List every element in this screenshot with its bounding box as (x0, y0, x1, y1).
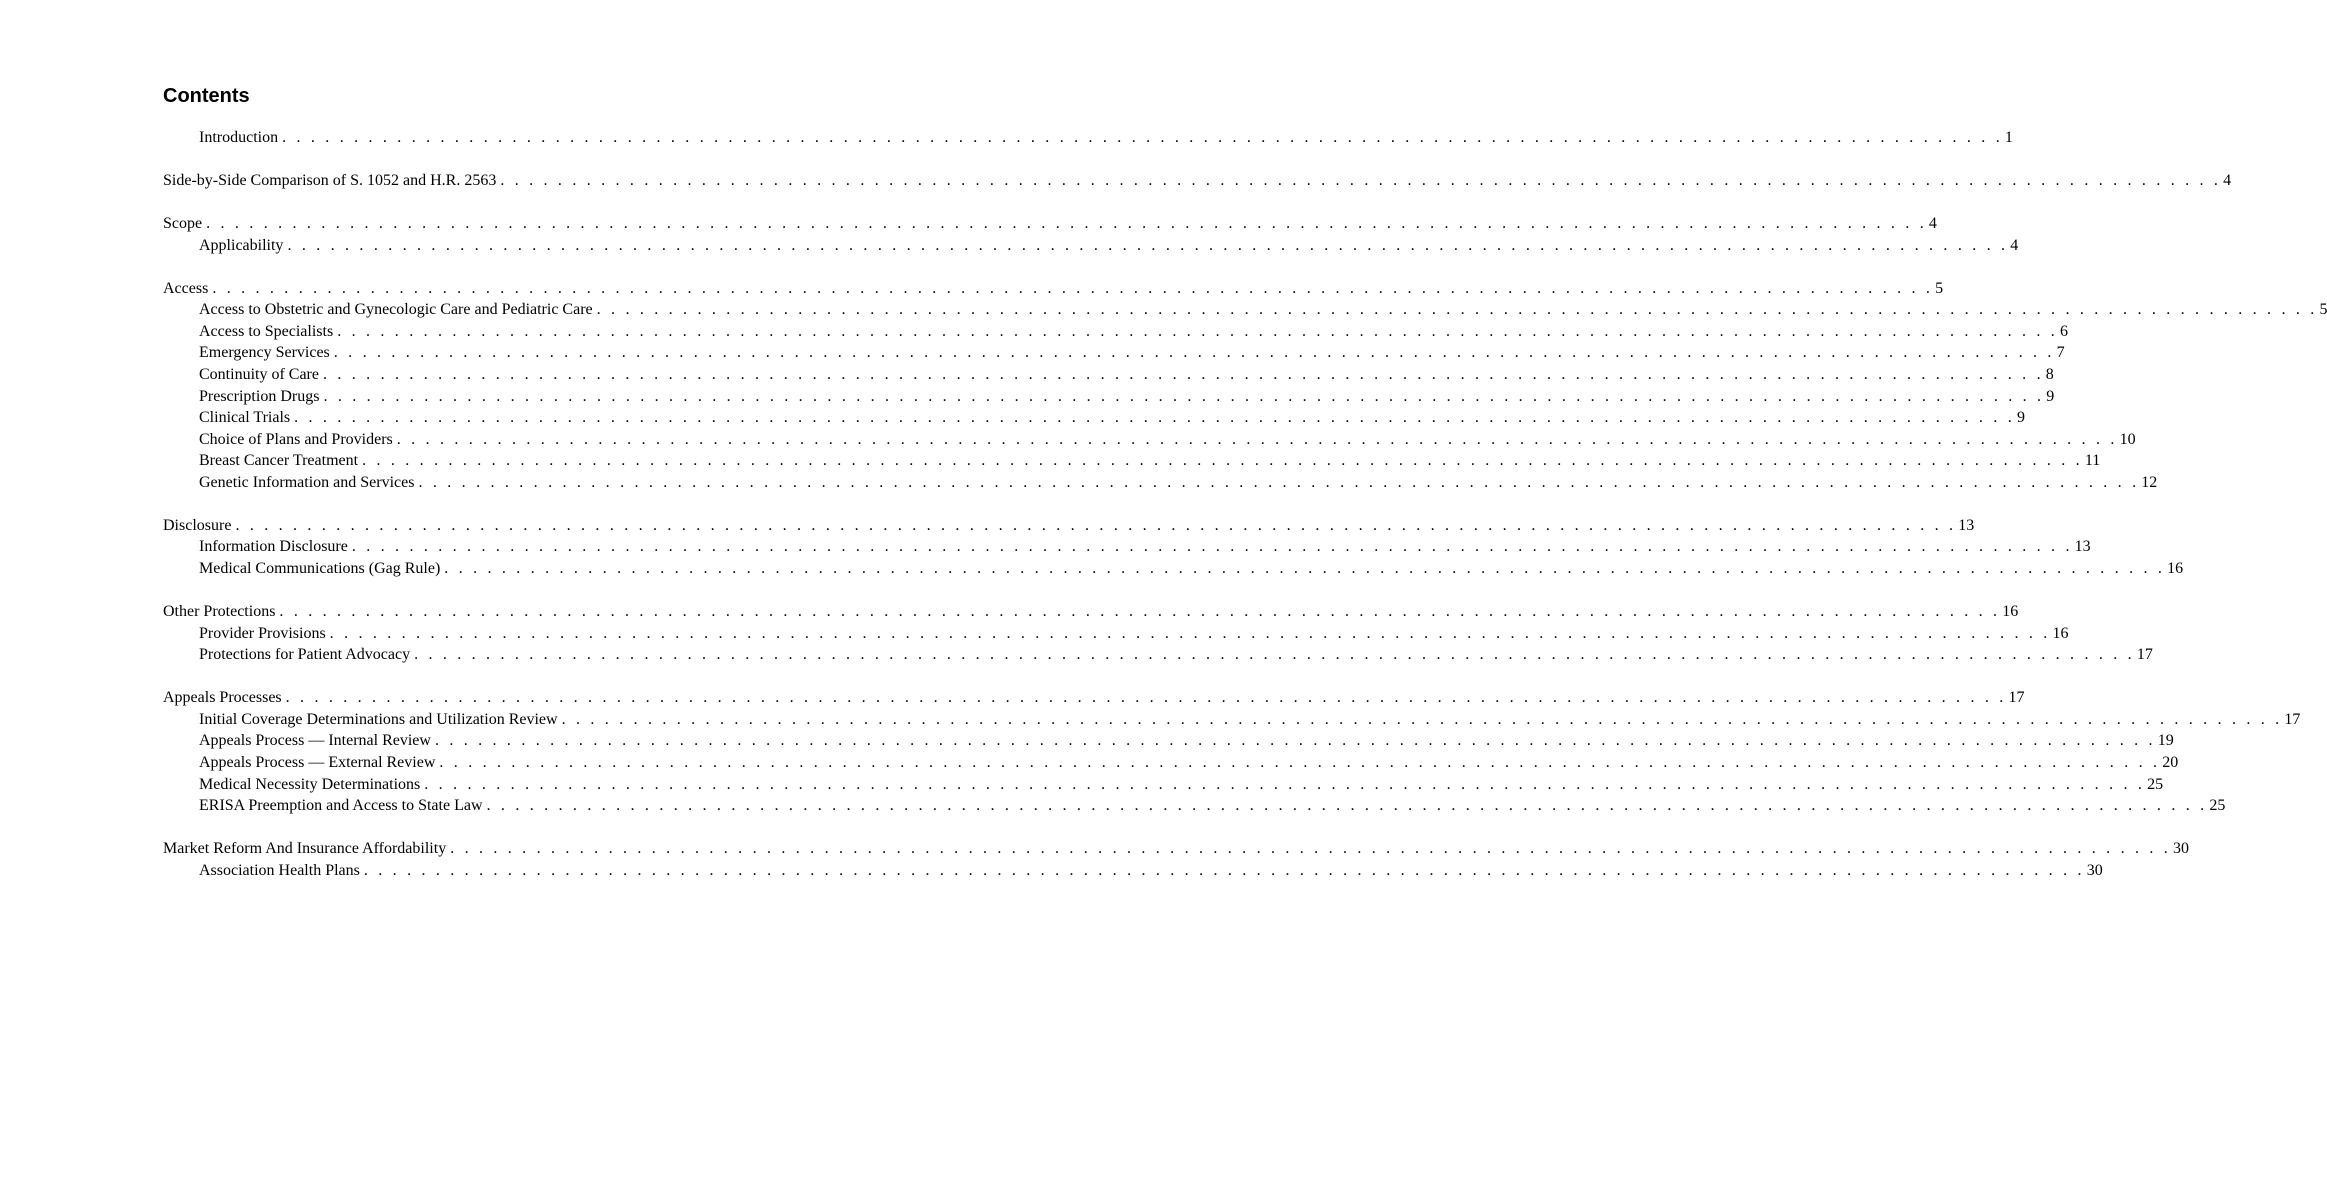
toc-page-number: 9 (2016, 409, 2025, 427)
dot-leader: . . . . . . . . . . . . . . . . . . . . . . . . . . . . . . . . . . . . . . . . . . . . . . . . . . . . . . . . . . . . . . . . . . . . . . . . . . . . . . . . . . . . . . . . . . . . . . . . . . . . . . . . . . . . . . . . . . . . . . . . (322, 365, 2044, 383)
dot-leader: . . . . . . . . . . . . . . . . . . . . . . . . . . . . . . . . . . . . . . . . . . . . . . . . . . . . . . . . . . . . . . . . . . . . . . . . . . . . . . . . . . . . . . . . . . . . . . . . . . . . . . . . . . . . . . . . . . . . . . . . (450, 840, 2171, 858)
dot-leader: . . . . . . . . . . . . . . . . . . . . . . . . . . . . . . . . . . . . . . . . . . . . . . . . . . . . . . . . . . . . . . . . . . . . . . . . . . . . . . . . . . . . . . . . . . . . . . . . . . . . . . . . . . . . . . . . . . . . . . . . (434, 732, 2156, 750)
toc-entry-label: Emergency Services (199, 344, 330, 362)
toc-page-number: 25 (2209, 797, 2226, 815)
toc-section (163, 278, 2327, 494)
dot-leader: . . . . . . . . . . . . . . . . . . . . . . . . . . . . . . . . . . . . . . . . . . . . . . . . . . . . . . . . . . . . . . . . . . . . . . . . . . . . . . . . . . . . . . . . . . . . . . . . . . . . . . . . . . . . . . . . . . . . . . . . (596, 301, 2318, 319)
toc-entry-label: Appeals Process — External Review (199, 754, 436, 771)
toc-section (163, 687, 2301, 817)
toc-subentry[interactable] (163, 450, 2101, 472)
toc-subentry[interactable] (163, 860, 2103, 882)
dot-leader: . . . . . . . . . . . . . . . . . . . . . . . . . . . . . . . . . . . . . . . . . . . . . . . . . . . . . . . . . . . . . . . . . . . . . . . . . . . . . . . . . . . . . . . . . . . . . . . . . . . . . . . . . . . . . . . . . . . . . . . . (439, 754, 2161, 771)
toc-subentry[interactable] (163, 558, 2184, 580)
toc-subentry[interactable] (163, 536, 2091, 558)
dot-leader: . . . . . . . . . . . . . . . . . . . . . . . . . . . . . . . . . . . . . . . . . . . . . . . . . . . . . . . . . . . . . . . . . . . . . . . . . . . . . . . . . . . . . . . . . . . . . . . . . . . . . . . . . . . . . . . . . . . . . . . . (285, 689, 2007, 707)
dot-leader: . . . . . . . . . . . . . . . . . . . . . . . . . . . . . . . . . . . . . . . . . . . . . . . . . . . . . . . . . . . . . . . . . . . . . . . . . . . . . . . . . . . . . . . . . . . . . . . . . . . . . . . . . . . . . . . . . . . . . . . . (279, 603, 2001, 621)
toc-page-number: 1 (2004, 129, 2013, 146)
toc-entry[interactable] (163, 170, 2232, 192)
toc-entry-label: Appeals Processes (163, 689, 282, 707)
dot-leader: . . . . . . . . . . . . . . . . . . . . . . . . . . . . . . . . . . . . . . . . . . . . . . . . . . . . . . . . . . . . . . . . . . . . . . . . . . . . . . . . . . . . . . . . . . . . . . . . . . . . . . . . . . . . . . . . . . . . . . . . (500, 171, 2222, 189)
toc-entry-label: Appeals Process — Internal Review (199, 732, 431, 750)
toc-page-number: 17 (2284, 710, 2301, 728)
toc-subentry[interactable] (163, 386, 2055, 408)
dot-leader: . . . . . . . . . . . . . . . . . . . . . . . . . . . . . . . . . . . . . . . . . . . . . . . . . . . . . . . . . . . . . . . . . . . . . . . . . . . . . . . . . . . . . . . . . . . . . . . . . . . . . . . . . . . . . . . . . . . . . . . . (337, 322, 2059, 340)
dot-leader: . . . . . . . . . . . . . . . . . . . . . . . . . . . . . . . . . . . . . . . . . . . . . . . . . . . . . . . . . . . . . . . . . . . . . . . . . . . . . . . . . . . . . . . . . . . . . . . . . . . . . . . . . . . . . . . . . . . . . . . . (363, 861, 2085, 879)
dot-leader: . . . . . . . . . . . . . . . . . . . . . . . . . . . . . . . . . . . . . . . . . . . . . . . . . . . . . . . . . . . . . . . . . . . . . . . . . . . . . . . . . . . . . . . . . . . . . . . . . . . . . . . . . . . . . . . . . . . . . . . . (396, 430, 2118, 448)
toc-entry-label: Market Reform And Insurance Affordability (163, 840, 447, 858)
toc-entry-label: Clinical Trials (199, 409, 291, 427)
toc-page-number: 10 (2119, 430, 2136, 448)
toc-page-number: 4 (2010, 236, 2019, 254)
dot-leader: . . . . . . . . . . . . . . . . . . . . . . . . . . . . . . . . . . . . . . . . . . . . . . . . . . . . . . . . . . . . . . . . . . . . . . . . . . . . . . . . . . . . . . . . . . . . . . . . . . . . . . . . . . . . . . . . . . . . . . . . (444, 560, 2166, 578)
dot-leader: . . . . . . . . . . . . . . . . . . . . . . . . . . . . . . . . . . . . . . . . . . . . . . . . . . . . . . . . . . . . . . . . . . . . . . . . . . . . . . . . . . . . . . . . . . . . . . . . . . . . . . . . . . . . . . . . . . . . . . . . (206, 214, 1927, 232)
toc-entry-label: Side-by-Side Comparison of S. 1052 and H.R. 2563 (163, 171, 497, 189)
toc-subentry[interactable] (163, 235, 2019, 257)
toc-page-number: 4 (2223, 171, 2232, 189)
dot-leader: . . . . . . . . . . . . . . . . . . . . . . . . . . . . . . . . . . . . . . . . . . . . . . . . . . . . . . . . . . . . . . . . . . . . . . . . . . . . . . . . . . . . . . . . . . . . . . . . . . . . . . . . . . . . . . . . . . . . . . . . (294, 409, 2015, 427)
toc-page-number: 30 (2173, 840, 2189, 858)
toc-page-number: 16 (2167, 560, 2184, 578)
toc-page-number: 13 (2074, 538, 2091, 556)
toc-page-number: 12 (2141, 473, 2158, 491)
toc-entry-label: Access to Obstetric and Gynecologic Care and Pediatric Care (199, 301, 593, 319)
toc-entry[interactable] (163, 601, 2019, 623)
toc-entry-label: Breast Cancer Treatment (199, 452, 359, 470)
toc-subentry[interactable] (163, 752, 2179, 774)
toc-entry-label: ERISA Preemption and Access to State Law (199, 797, 483, 815)
toc-entry-label: Disclosure (163, 516, 232, 534)
toc-entry-label: Other Protections (163, 603, 276, 621)
toc-page-number: 6 (2060, 322, 2069, 340)
toc-entry-label: Initial Coverage Determinations and Utilization Review (199, 710, 558, 728)
toc-page-number: 9 (2046, 387, 2055, 405)
toc-subentry[interactable] (163, 774, 2164, 796)
dot-leader: . . . . . . . . . . . . . . . . . . . . . . . . . . . . . . . . . . . . . . . . . . . . . . . . . . . . . . . . . . . . . . . . . . . . . . . . . . . . . . . . . . . . . . . . . . . . . . . . . . . . . . . . . . . . . . . . . . . . . . . . (323, 387, 2045, 405)
dot-leader: . . . . . . . . . . . . . . . . . . . . . . . . . . . . . . . . . . . . . . . . . . . . . . . . . . . . . . . . . . . . . . . . . . . . . . . . . . . . . . . . . . . . . . . . . . . . . . . . . . . . . . . . . . . . . . . . . . . . . . . . (333, 344, 2055, 362)
toc-entry-label: Provider Provisions (199, 624, 326, 642)
toc-page-number: 8 (2045, 365, 2054, 383)
dot-leader: . . . . . . . . . . . . . . . . . . . . . . . . . . . . . . . . . . . . . . . . . . . . . . . . . . . . . . . . . . . . . . . . . . . . . . . . . . . . . . . . . . . . . . . . . . . . . . . . . . . . . . . . . . . . . . . . . . . . . . . . (351, 538, 2073, 556)
dot-leader: . . . . . . . . . . . . . . . . . . . . . . . . . . . . . . . . . . . . . . . . . . . . . . . . . . . . . . . . . . . . . . . . . . . . . . . . . . . . . . . . . . . . . . . . . . . . . . . . . . . . . . . . . . . . . . . . . . . . . . . . (561, 710, 2283, 728)
toc-entry[interactable] (163, 687, 2025, 709)
toc-entry-label: Continuity of Care (199, 365, 319, 383)
toc-entry[interactable] (163, 278, 1944, 300)
toc-entry-label: Protections for Patient Advocacy (199, 646, 411, 664)
toc-page-number: 17 (2136, 646, 2153, 664)
toc-page-number: 16 (2002, 603, 2019, 621)
toc-subentry[interactable] (163, 429, 2136, 451)
toc-subentry[interactable] (163, 321, 2069, 343)
toc-page-number: 7 (2056, 344, 2065, 362)
toc-section (163, 127, 2013, 149)
toc-subentry[interactable] (163, 730, 2174, 752)
toc-page-number: 19 (2157, 732, 2174, 750)
dot-leader: . . . . . . . . . . . . . . . . . . . . . . . . . . . . . . . . . . . . . . . . . . . . . . . . . . . . . . . . . . . . . . . . . . . . . . . . . . . . . . . . . . . . . . . . . . . . . . . . . . . . . . . . . . . . . . . . . . . . . . . . (287, 236, 2009, 254)
toc-page-number: 11 (2084, 452, 2101, 470)
toc-entry[interactable] (163, 838, 2189, 860)
toc-subentry[interactable] (163, 407, 2025, 429)
toc-entry-label: Medical Communications (Gag Rule) (199, 560, 441, 578)
toc-entry-label: Association Health Plans (199, 861, 360, 879)
toc-section (163, 515, 2184, 580)
toc-page-number: 5 (1935, 279, 1944, 297)
dot-leader: . . . . . . . . . . . . . . . . . . . . . . . . . . . . . . . . . . . . . . . . . . . . . . . . . . . . . . . . . . . . . . . . . . . . . . . . . . . . . . . . . . . . . . . . . . . . . . . . . . . . . . . . . . . . . . . . . . . . . . . . (235, 516, 1957, 534)
toc-entry-label: Applicability (199, 236, 284, 254)
toc-entry-label: Choice of Plans and Providers (199, 430, 393, 448)
toc-entry-label: Access (163, 279, 209, 297)
toc-subentry[interactable] (163, 127, 2013, 149)
toc-subentry[interactable] (163, 795, 2226, 817)
toc-page-number: 13 (1958, 516, 1975, 534)
toc-subentry[interactable] (163, 472, 2158, 494)
toc-section (163, 838, 2189, 881)
toc-entry[interactable] (163, 515, 1975, 537)
toc-entry-label: Introduction (199, 129, 279, 146)
toc-section (163, 601, 2153, 666)
toc-page-number: 25 (2147, 775, 2164, 793)
dot-leader: . . . . . . . . . . . . . . . . . . . . . . . . . . . . . . . . . . . . . . . . . . . . . . . . . . . . . . . . . . . . . . . . . . . . . . . . . . . . . . . . . . . . . . . . . . . . . . . . . . . . . . . . . . . . . . . . . . . . . . . . (212, 279, 1934, 297)
toc-entry-label: Medical Necessity Determinations (199, 775, 421, 793)
toc-section (163, 170, 2232, 192)
toc-entry-label: Scope (163, 214, 203, 232)
toc-subentry[interactable] (163, 364, 2054, 386)
dot-leader: . . . . . . . . . . . . . . . . . . . . . . . . . . . . . . . . . . . . . . . . . . . . . . . . . . . . . . . . . . . . . . . . . . . . . . . . . . . . . . . . . . . . . . . . . . . . . . . . . . . . . . . . . . . . . . . . . . . . . . . . (362, 452, 2083, 470)
toc-page-number: 30 (2086, 861, 2103, 879)
dot-leader: . . . . . . . . . . . . . . . . . . . . . . . . . . . . . . . . . . . . . . . . . . . . . . . . . . . . . . . . . . . . . . . . . . . . . . . . . . . . . . . . . . . . . . . . . . . . . . . . . . . . . . . . . . . . . . . . . . . . . . . . (418, 473, 2140, 491)
toc-page-number: 20 (2162, 754, 2179, 771)
toc-page-number: 4 (1928, 214, 1937, 232)
dot-leader: . . . . . . . . . . . . . . . . . . . . . . . . . . . . . . . . . . . . . . . . . . . . . . . . . . . . . . . . . . . . . . . . . . . . . . . . . . . . . . . . . . . . . . . . . . . . . . . . . . . . . . . . . . . . . . . . . . . . . . . . (424, 775, 2146, 793)
toc-subentry[interactable] (163, 623, 2069, 645)
toc-entry-label: Access to Specialists (199, 322, 334, 340)
dot-leader: . . . . . . . . . . . . . . . . . . . . . . . . . . . . . . . . . . . . . . . . . . . . . . . . . . . . . . . . . . . . . . . . . . . . . . . . . . . . . . . . . . . . . . . . . . . . . . . . . . . . . . . . . . . . . . . . . . . . . . . . (414, 646, 2135, 664)
toc-page-number: 16 (2052, 624, 2069, 642)
page-title: Contents (163, 85, 250, 107)
toc-subentry[interactable] (163, 709, 2301, 731)
toc-entry-label: Genetic Information and Services (199, 473, 415, 491)
toc-subentry[interactable] (163, 644, 2153, 666)
dot-leader: . . . . . . . . . . . . . . . . . . . . . . . . . . . . . . . . . . . . . . . . . . . . . . . . . . . . . . . . . . . . . . . . . . . . . . . . . . . . . . . . . . . . . . . . . . . . . . . . . . . . . . . . . . . . . . . . . . . . . . . . (486, 797, 2208, 815)
toc-entry-label: Prescription Drugs (199, 387, 320, 405)
toc-entry[interactable] (163, 213, 1937, 235)
table-of-contents (163, 127, 2327, 903)
toc-page-number: 5 (2319, 301, 2327, 319)
toc-page-number: 17 (2008, 689, 2025, 707)
toc-section (163, 213, 2019, 256)
toc-subentry[interactable] (163, 299, 2327, 321)
dot-leader: . . . . . . . . . . . . . . . . . . . . . . . . . . . . . . . . . . . . . . . . . . . . . . . . . . . . . . . . . . . . . . . . . . . . . . . . . . . . . . . . . . . . . . . . . . . . . . . . . . . . . . . . . . . . . . . . . . . . . . . . (329, 624, 2051, 642)
toc-entry-label: Information Disclosure (199, 538, 348, 556)
toc-subentry[interactable] (163, 342, 2065, 364)
dot-leader: . . . . . . . . . . . . . . . . . . . . . . . . . . . . . . . . . . . . . . . . . . . . . . . . . . . . . . . . . . . . . . . . . . . . . . . . . . . . . . . . . . . . . . . . . . . . . . . . . . . . . . . . . . . . . . . . . . . . . . . . (282, 129, 2003, 146)
